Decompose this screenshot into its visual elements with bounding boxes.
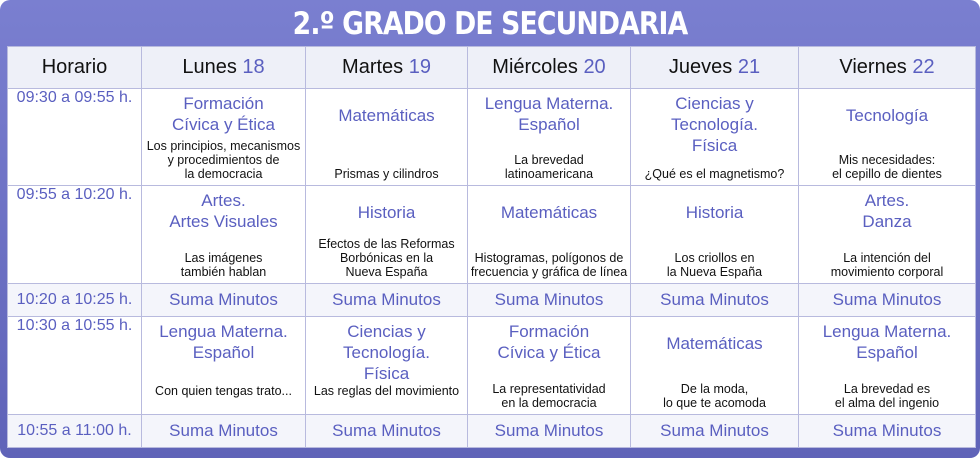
table-row — [8, 186, 976, 283]
subject-name: Historia — [357, 203, 416, 223]
subject-name: Lengua Materna. Español — [822, 321, 952, 362]
table-row — [8, 89, 976, 186]
header-day-lunes — [142, 47, 306, 89]
page-title: 2.º GRADO DE SECUNDARIA — [292, 6, 688, 42]
subject-name: Matemáticas — [500, 203, 598, 223]
time-slot: 10:30 a 10:55 h. — [8, 316, 142, 414]
suma-minutos-cell: Suma Minutos — [142, 283, 306, 316]
topic-text: Prismas y cilindros — [334, 167, 439, 182]
schedule-cell — [799, 316, 976, 414]
header-day-martes — [306, 47, 468, 89]
suma-minutos-cell: Suma Minutos — [306, 283, 468, 316]
topic-text: La representatividad en la democracia — [492, 381, 606, 410]
schedule-cell — [631, 316, 799, 414]
table-row — [8, 316, 976, 414]
day-number: 21 — [737, 56, 761, 79]
subject-name: Lengua Materna. Español — [484, 94, 614, 135]
header-row — [8, 47, 976, 89]
topic-text: La brevedad es el alma del ingenio — [834, 381, 940, 410]
schedule-cell — [306, 316, 468, 414]
topic-text: Mis necesidades: el cepillo de dientes — [832, 153, 942, 182]
suma-minutos-cell: Suma Minutos — [468, 414, 631, 447]
topic-text: Los criollos en la Nueva España — [666, 250, 763, 279]
day-number: 20 — [583, 56, 606, 79]
time-slot: 09:30 a 09:55 h. — [8, 89, 142, 186]
day-number: 18 — [242, 56, 265, 79]
topic-text: Las imágenes también hablan — [180, 250, 267, 279]
schedule-cell — [306, 89, 468, 186]
subject-name: Artes. Artes Visuales — [169, 191, 278, 232]
schedule-cell — [468, 316, 631, 414]
topic-text: Con quien tengas trato... — [155, 383, 292, 398]
header-day-jueves — [631, 47, 799, 89]
subject-name: Historia — [685, 203, 744, 223]
topic-text: De la moda, lo que te acomoda — [663, 381, 766, 410]
subject-name: Formación Cívica y Ética — [497, 321, 601, 362]
time-slot: 09:55 a 10:20 h. — [8, 186, 142, 283]
schedule-cell — [142, 186, 306, 283]
topic-text: Las reglas del movimiento — [313, 383, 460, 398]
header-horario: Horario — [8, 47, 142, 89]
suma-minutos-cell: Suma Minutos — [631, 283, 799, 316]
schedule-cell — [306, 186, 468, 283]
day-name: Jueves — [668, 56, 733, 79]
subject-name: Formación Cívica y Ética — [172, 94, 275, 135]
subject-name: Matemáticas — [666, 333, 763, 353]
suma-minutos-cell: Suma Minutos — [799, 414, 976, 447]
schedule-cell — [799, 186, 976, 283]
day-name: Martes — [342, 56, 404, 79]
schedule-cell — [142, 316, 306, 414]
topic-text: Efectos de las Reformas Borbónicas en la Nueva España — [318, 236, 455, 279]
suma-minutos-cell: Suma Minutos — [306, 414, 468, 447]
topic-text: Histogramas, polígonos de frecuencia y gráfica de línea — [470, 250, 628, 279]
day-number: 22 — [912, 56, 935, 79]
topic-text: Los principios, mecanismos y procedimientos de la democracia — [146, 139, 301, 182]
day-name: Viernes — [839, 56, 907, 79]
day-name: Miércoles — [492, 56, 578, 79]
time-slot: 10:55 a 11:00 h. — [8, 414, 142, 447]
schedule-cell — [142, 89, 306, 186]
subject-name: Lengua Materna. Español — [159, 321, 288, 362]
subject-name: Tecnología — [845, 106, 929, 126]
time-slot: 10:20 a 10:25 h. — [8, 283, 142, 316]
suma-minutos-cell: Suma Minutos — [799, 283, 976, 316]
topic-text: ¿Qué es el magnetismo? — [644, 167, 785, 182]
day-name: Lunes — [182, 56, 237, 79]
suma-minutos-cell: Suma Minutos — [468, 283, 631, 316]
suma-minutos-cell: Suma Minutos — [631, 414, 799, 447]
subject-name: Artes. Danza — [862, 191, 912, 232]
topic-text: La intención del movimiento corporal — [830, 250, 944, 279]
day-number: 19 — [408, 56, 431, 79]
subject-name: Matemáticas — [338, 106, 435, 126]
schedule-cell — [799, 89, 976, 186]
subject-name: Ciencias y Tecnología. Física — [671, 94, 758, 156]
schedule-table — [7, 46, 976, 448]
schedule-cell — [468, 89, 631, 186]
header-day-miercoles — [468, 47, 631, 89]
table-row — [8, 414, 976, 447]
schedule-cell — [631, 186, 799, 283]
subject-name: Ciencias y Tecnología. Física — [343, 321, 430, 383]
table-row — [8, 283, 976, 316]
schedule-cell — [468, 186, 631, 283]
suma-minutos-cell: Suma Minutos — [142, 414, 306, 447]
header-day-viernes — [799, 47, 976, 89]
topic-text: La brevedad latinoamericana — [504, 153, 594, 182]
schedule-cell — [631, 89, 799, 186]
